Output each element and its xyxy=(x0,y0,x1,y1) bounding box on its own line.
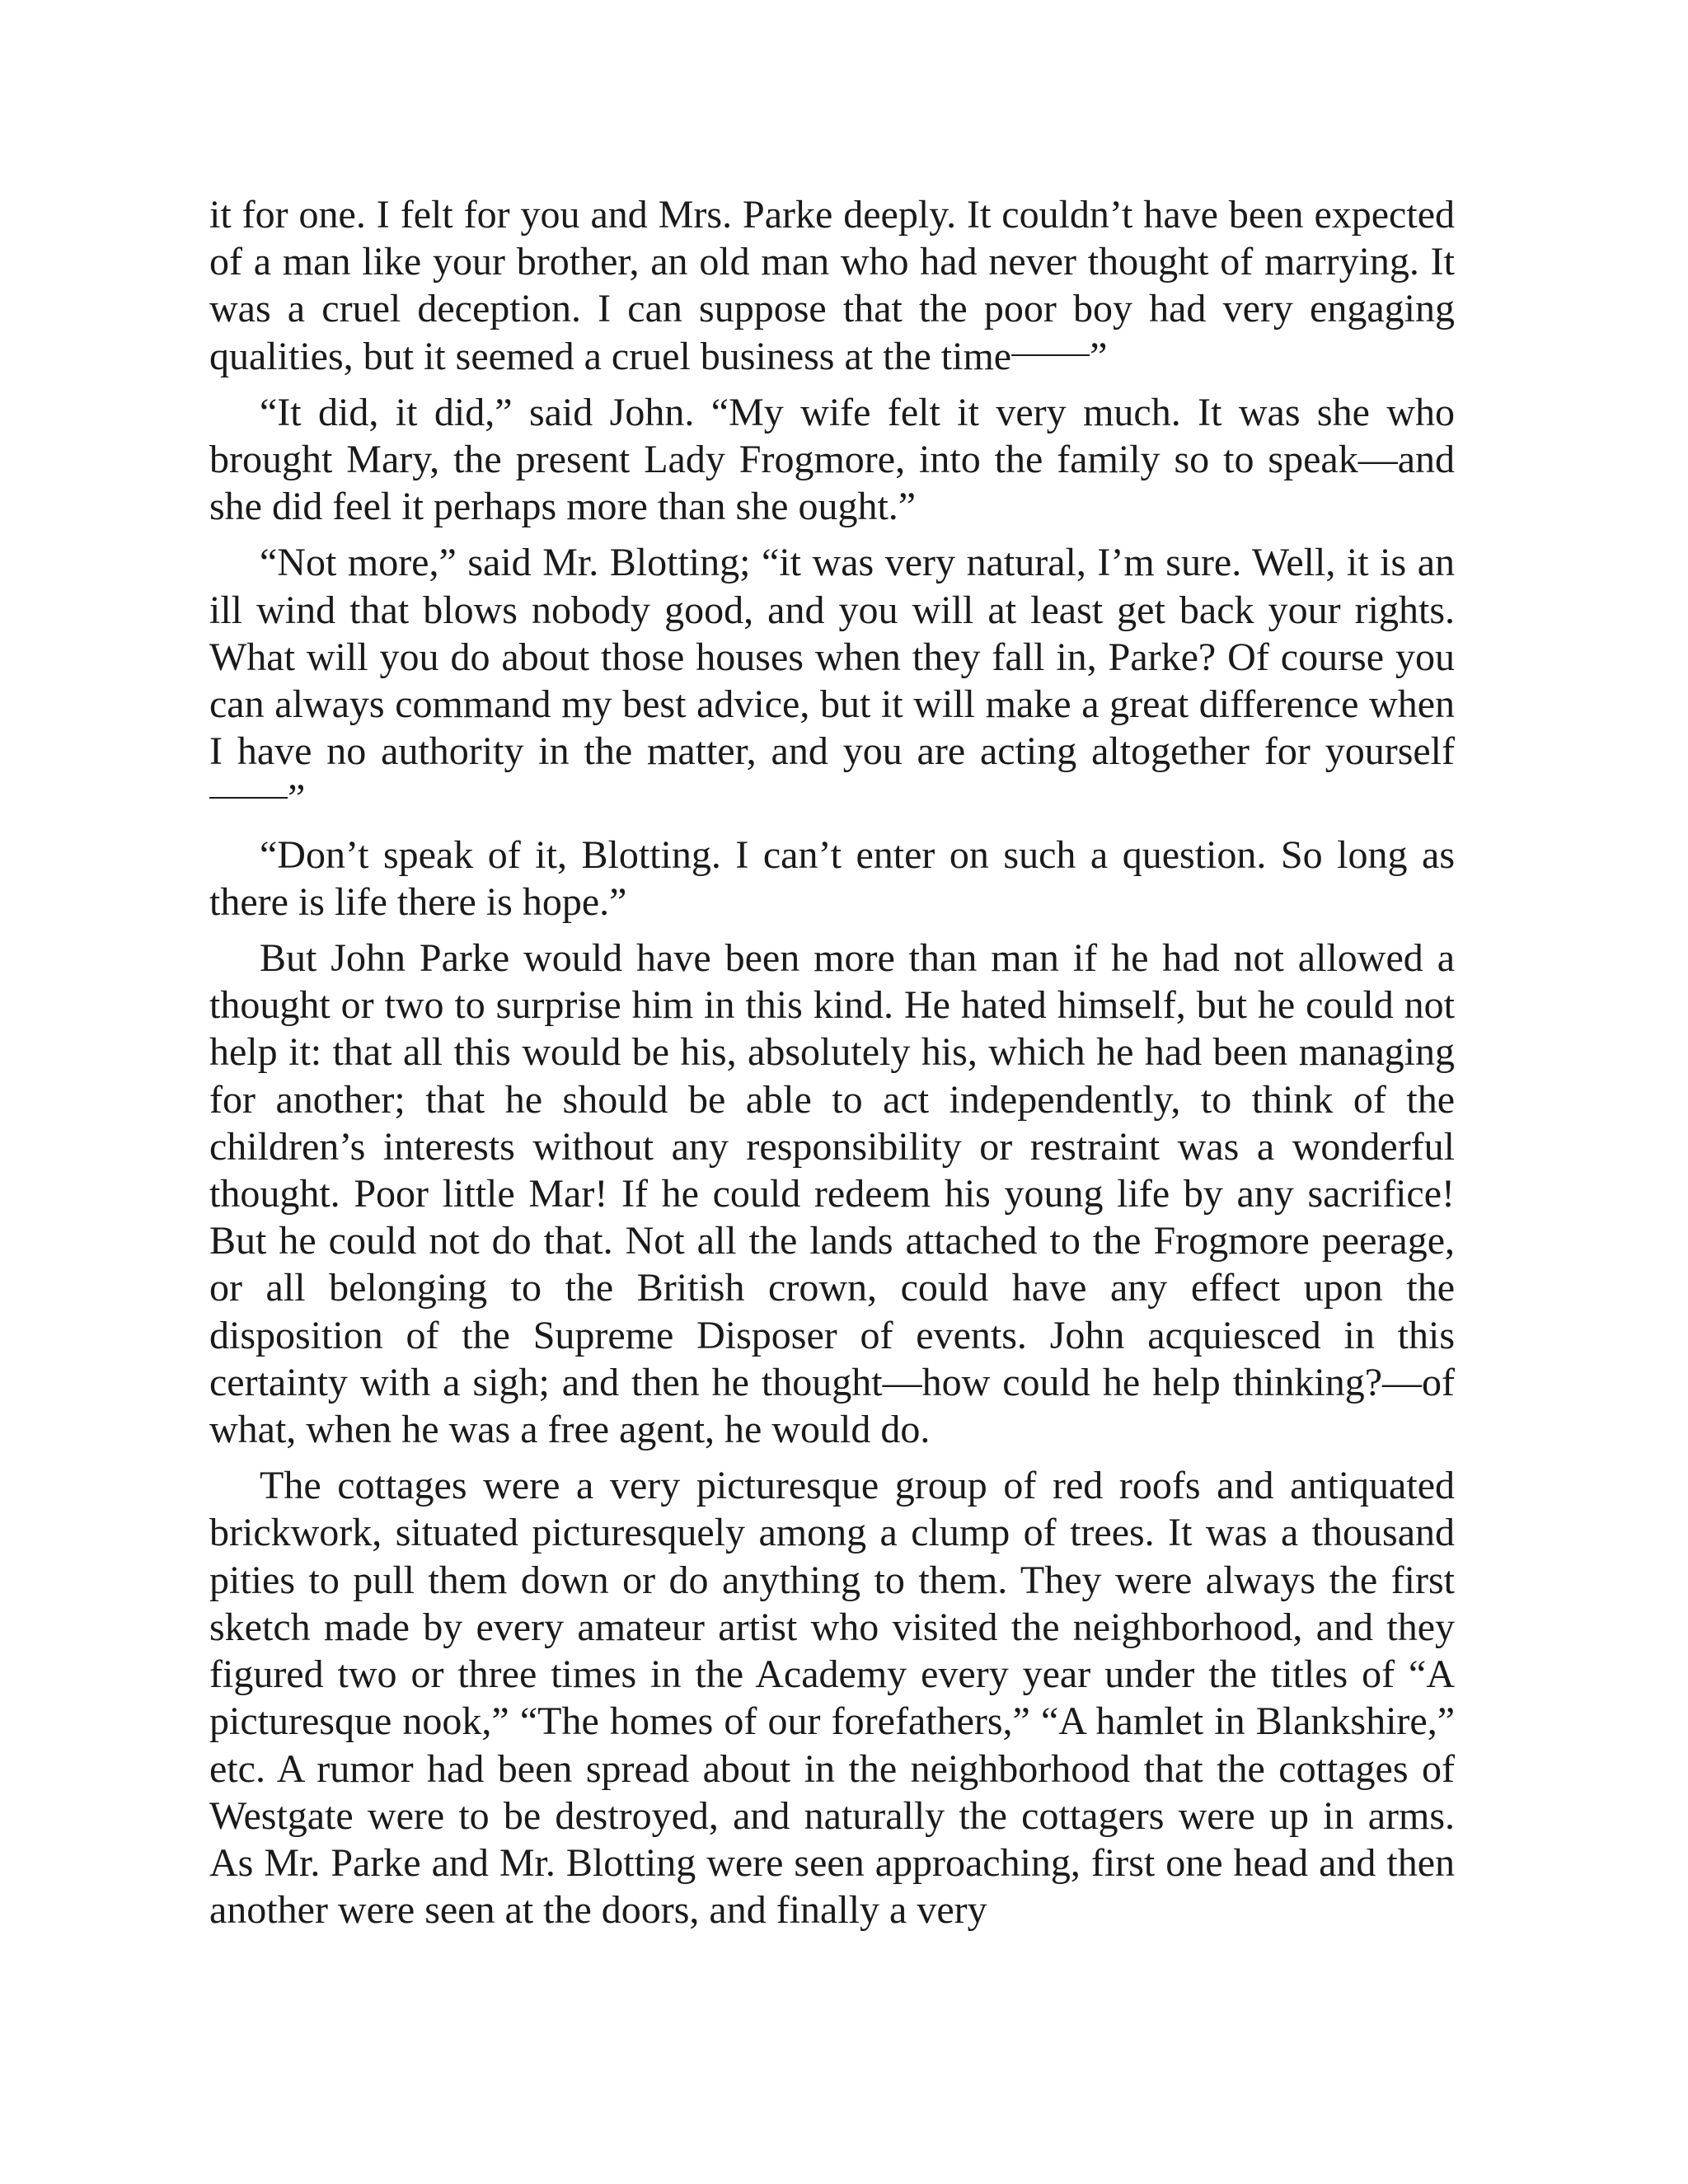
paragraph-text: “It did, it did,” said John. “My wife felt it very much. It was she who brought Mary, the present Lady Frogmore, into the family so to speak—and she did feel it perhaps more than she ought.” xyxy=(209,390,1455,529)
closing-quote: ” xyxy=(1090,334,1108,378)
em-dash-rule xyxy=(209,797,288,799)
paragraph-text: it for one. I felt for you and Mrs. Parke deeply. It couldn’t have been expected of a man like your brother, an old man who had never thought of marrying. It was a cruel deception. I can suppose that the poor boy had very engaging qualities, but it seemed a cruel business at the time xyxy=(209,193,1455,378)
paragraph-text: “Not more,” said Mr. Blotting; “it was very natural, I’m sure. Well, it is an ill wind that blows nobody good, and you will at least get back your rights. What will you do about those houses when they fall in, Parke? Of course you can always command my best advice, but it will make a great difference when I have no authority in the matter, and you are acting altogether for yourself xyxy=(209,541,1455,774)
paragraph xyxy=(209,832,1455,926)
page-body xyxy=(209,191,1455,1933)
paragraph-text: “Don’t speak of it, Blotting. I can’t enter on such a question. So long as there is life there is hope.” xyxy=(209,832,1455,924)
paragraph xyxy=(209,539,1455,822)
paragraph xyxy=(209,1462,1455,1933)
paragraph xyxy=(209,191,1455,380)
paragraph xyxy=(209,389,1455,531)
paragraph-text: The cottages were a very picturesque group of red roofs and antiquated brickwork, situated picturesquely among a clump of trees. It was a thousand pities to pull them down or do anything to them. They were always the first sketch made by every amateur artist who visited the neighborhood, and they figured two or three times in the Academy every year under the titles of “A picturesque nook,” “The homes of our forefathers,” “A hamlet in Blankshire,” etc. A rumor had been spread about in the neighborhood that the cottages of Westgate were to be destroyed, and naturally the cottagers were up in arms. As Mr. Parke and Mr. Blotting were seen approaching, first one head and then another were seen at the doors, and finally a very xyxy=(209,1464,1455,1933)
paragraph xyxy=(209,935,1455,1453)
closing-quote: ” xyxy=(288,776,306,821)
paragraph-text: But John Parke would have been more than man if he had not allowed a thought or two to surprise him in this kind. He hated himself, but he could not help it: that all this would be his, absolutely his, which he had been managing for another; that he should be able to act independently, to think of the children’s interests without any responsibility or restraint was a wonderful thought. Poor little Mar! If he could redeem his young life by any sacrifice! But he could not do that. Not all the lands attached to the Frogmore peerage, or all belonging to the British crown, could have any effect upon the disposition of the Supreme Disposer of events. John acquiesced in this certainty with a sigh; and then he thought—how could he help thinking?—of what, when he was a free agent, he would do. xyxy=(209,936,1455,1452)
em-dash-rule xyxy=(1011,354,1090,356)
